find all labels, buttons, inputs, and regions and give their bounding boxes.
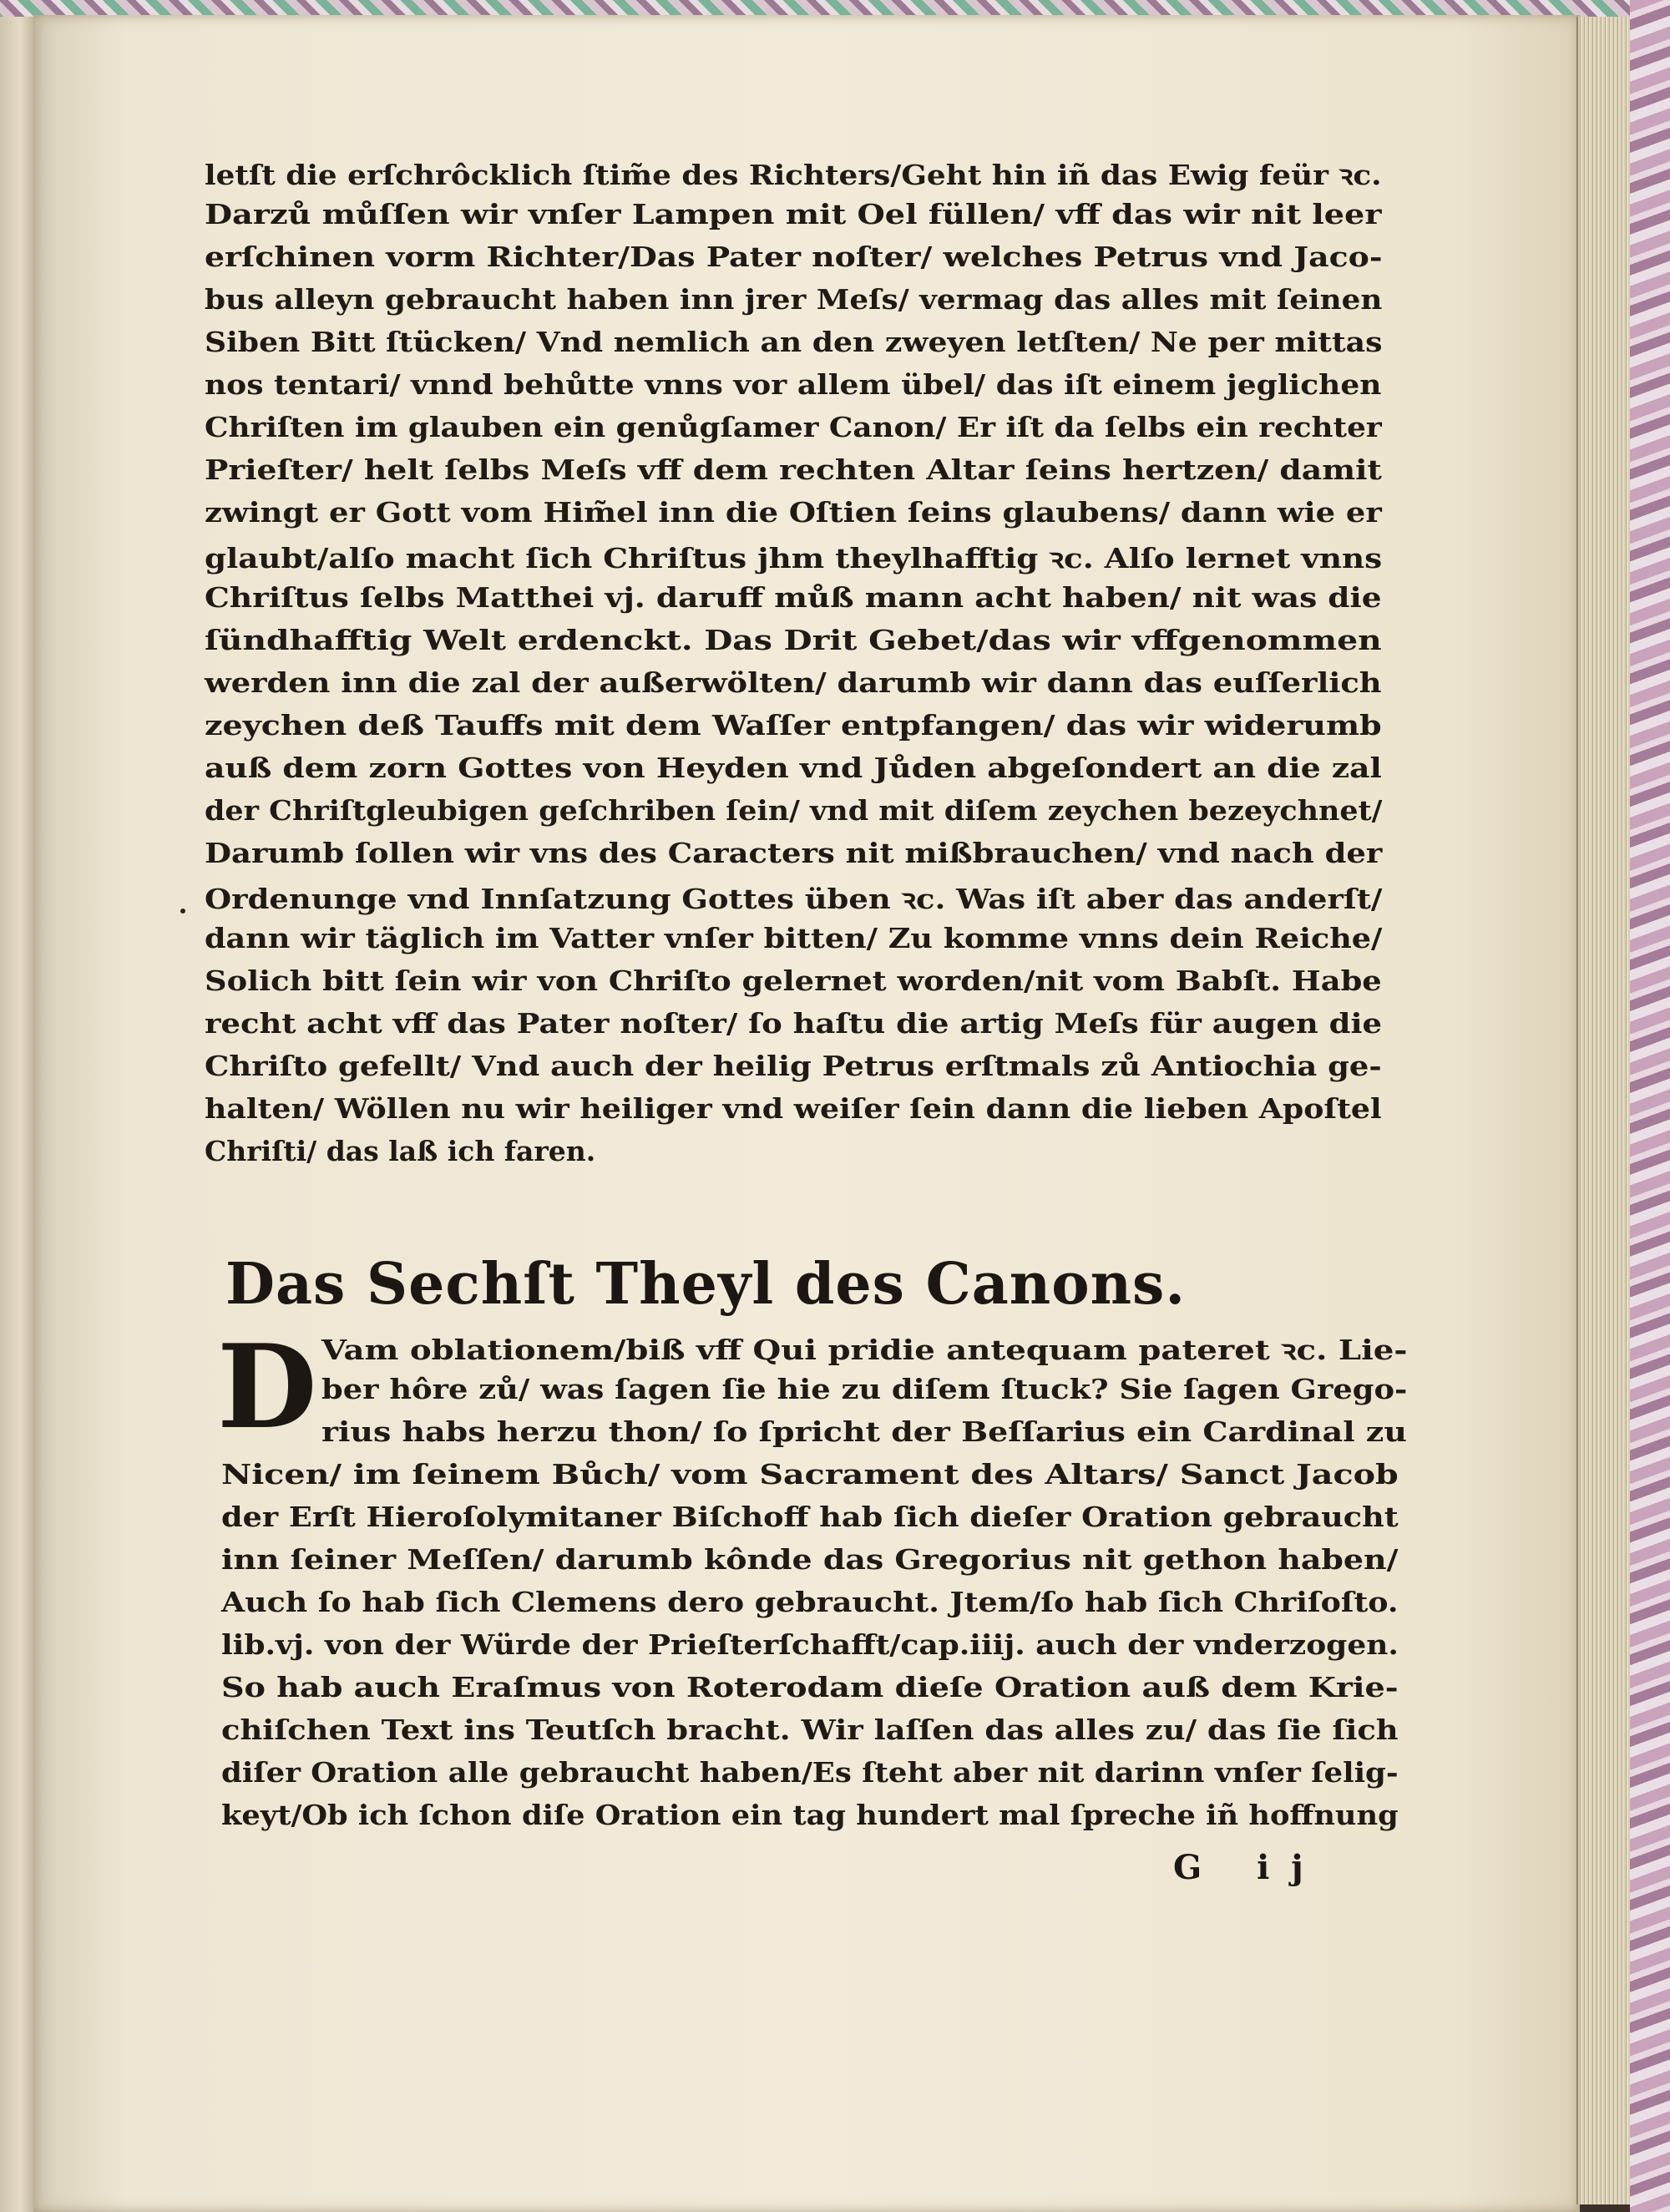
- page-stack-edge: [1576, 17, 1630, 2204]
- text-line: der Erſt Hieroſolymitaner Biſchoff hab ſich dieſer Oration gebraucht: [221, 1501, 1399, 1533]
- text-line: ſündhafftig Welt erdenckt. Das Drit Gebet/das wir vffgenommen: [205, 624, 1382, 656]
- text-line: Vam oblationem/biß vff Qui pridie antequam pateret ꝛc. Lie-: [321, 1334, 1408, 1366]
- text-line: Auch ſo hab ſich Clemens dero gebraucht. Jtem/ſo hab ſich Chriſoſto.: [221, 1586, 1399, 1618]
- section-heading: Das Sechſt Theyl des Canons.: [225, 1251, 1186, 1318]
- text-line: inn ſeiner Meſſen/ darumb kônde das Gregorius nit gethon haben/: [221, 1543, 1399, 1576]
- text-line: Chriſtus ſelbs Matthei vj. daruff můß mann acht haben/ nit was die: [205, 581, 1382, 614]
- text-line: Solich bitt ſein wir von Chriſto gelernet worden/nit vom Babſt. Habe: [205, 964, 1382, 997]
- text-line: werden inn die zal der außerwölten/ darumb wir dann das euſſerlich: [205, 666, 1382, 699]
- text-line: auß dem zorn Gottes von Heyden vnd Jůden abgeſondert an die zal: [205, 752, 1382, 784]
- text-line: bus alleyn gebraucht haben inn jrer Meſs/ vermag das alles mit ſeinen: [205, 283, 1383, 316]
- text-line: Siben Bitt ſtücken/ Vnd nemlich an den zweyen letſten/ Ne per mittas: [205, 326, 1383, 358]
- text-line: lib.vj. von der Würde der Prieſterſchafft/cap.iiij. auch der vnderzogen.: [221, 1628, 1399, 1661]
- text-line: diſer Oration alle gebraucht haben/Es ſteht aber nit darinn vnſer ſelig-: [221, 1756, 1399, 1789]
- text-line: Ordenunge vnd Innſatzung Gottes üben ꝛc. Was iſt aber das anderſt/: [205, 883, 1383, 915]
- left-page-edge: [0, 17, 37, 2212]
- text-line: Chriſten im glauben ein genůgſamer Canon/ Er iſt da ſelbs ein rechter: [205, 411, 1382, 443]
- drop-cap-initial: D: [217, 1319, 317, 1455]
- text-line: chiſchen Text ins Teutſch bracht. Wir laſſen das alles zu/ das ſie ſich: [221, 1713, 1399, 1746]
- text-line: recht acht vff das Pater noſter/ ſo haſtu die artig Meſs für augen die: [205, 1007, 1383, 1040]
- text-line: dann wir täglich im Vatter vnſer bitten/ Zu komme vnns dein Reiche/: [205, 922, 1383, 954]
- text-line: Chriſto gefellt/ Vnd auch der heilig Petrus erſtmals zů Antiochia ge-: [205, 1050, 1382, 1082]
- text-line: glaubt/alſo macht ſich Chriſtus jhm theylhafftig ꝛc. Alſo lernet vnns: [205, 542, 1383, 575]
- text-line: Darumb ſollen wir vns des Caracters nit mißbrauchen/ vnd nach der: [205, 837, 1383, 869]
- signature-mark: G ij: [1173, 1848, 1325, 1887]
- text-line: keyt/Ob ich ſchon diſe Oration ein tag hundert mal ſpreche iñ hoffnung: [221, 1799, 1399, 1831]
- margin-mark: [180, 909, 185, 914]
- text-line: nos tentari/ vnnd behůtte vnns vor allem übel/ das iſt einem jeglichen: [205, 368, 1382, 401]
- text-line: Chriſti/ das laß ich faren.: [205, 1135, 596, 1167]
- text-line: erſchinen vorm Richter/Das Pater noſter/ welches Petrus vnd Jaco-: [205, 240, 1383, 273]
- text-line: ber hôre zů/ was ſagen ſie hie zu diſem ſtuck? Sie ſagen Grego-: [321, 1373, 1408, 1405]
- text-line: rius habs herzu thon/ ſo ſpricht der Beſſarius ein Cardinal zu: [321, 1415, 1407, 1448]
- book-page: [33, 15, 1580, 2212]
- marbled-endpaper: [1630, 0, 1670, 2212]
- text-line: zwingt er Gott vom Him̃el inn die Oſtien ſeins glaubens/ dann wie er: [205, 496, 1382, 529]
- text-line: der Chriſtgleubigen geſchriben ſein/ vnd mit diſem zeychen bezeychnet/: [205, 794, 1383, 827]
- text-line: letſt die erſchrôcklich ſtim̃e des Richters/Geht hin iñ das Ewig feür ꝛc.: [205, 159, 1382, 191]
- text-line: Prieſter/ helt ſelbs Meſs vff dem rechten Altar ſeins hertzen/ damit: [205, 453, 1382, 486]
- text-line: halten/ Wöllen nu wir heiliger vnd weiſer ſein dann die lieben Apoſtel: [205, 1092, 1382, 1125]
- text-line: So hab auch Eraſmus von Roterodam dieſe Oration auß dem Krie-: [221, 1671, 1399, 1703]
- text-line: Darzů můſſen wir vnſer Lampen mit Oel füllen/ vff das wir nit leer: [205, 198, 1382, 230]
- text-line: zeychen deß Tauffs mit dem Waſſer entpfangen/ das wir widerumb: [205, 709, 1382, 742]
- text-line: Nicen/ im ſeinem Bůch/ vom Sacrament des Altars/ Sanct Jacob: [221, 1458, 1399, 1491]
